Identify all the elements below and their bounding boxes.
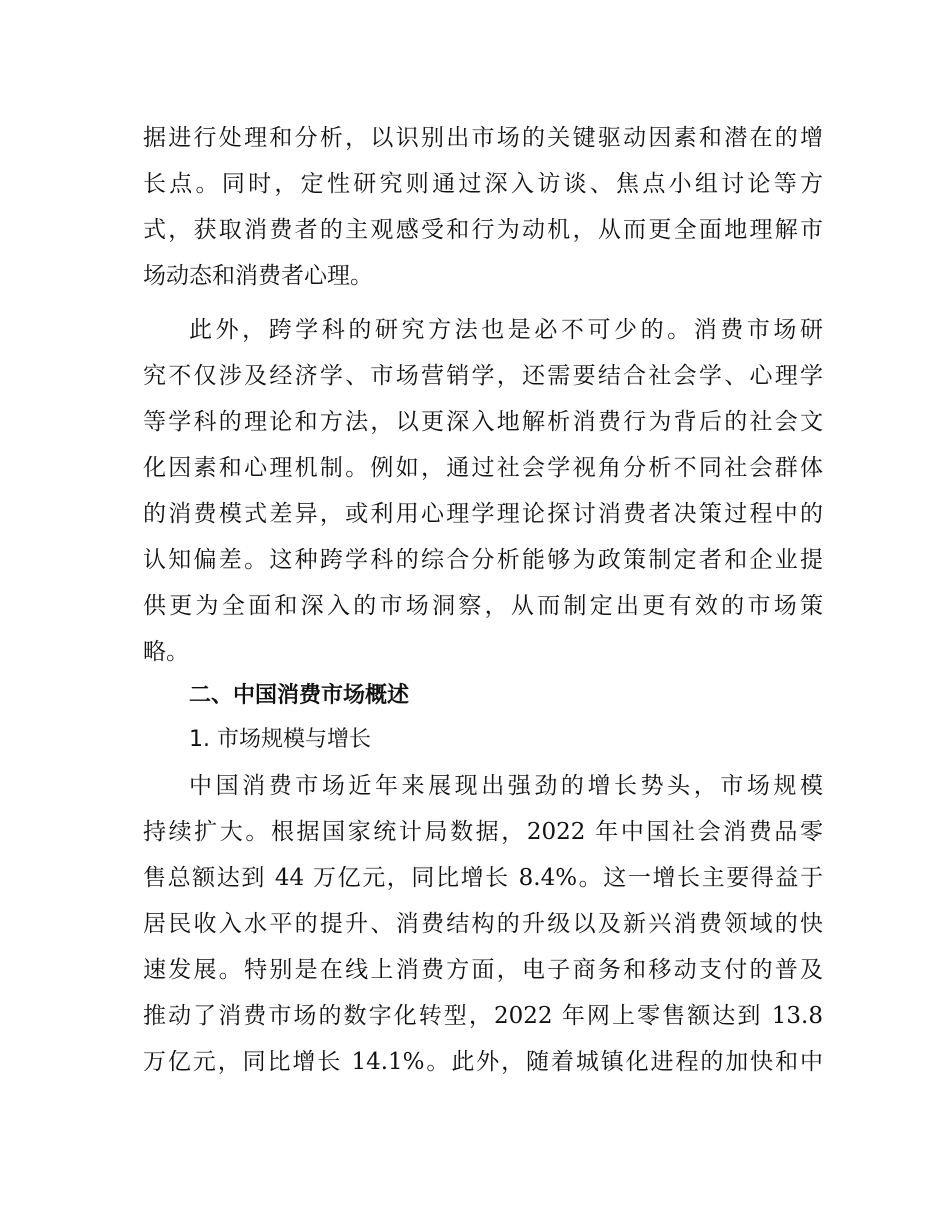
paragraph-3-line-4: 居民收入水平的提升、消费结构的升级以及新兴消费领域的快 — [143, 911, 823, 937]
paragraph-3-line-7: 万亿元，同比增长 14.1%。此外，随着城镇化进程的加快和中 — [143, 1049, 823, 1075]
paragraph-3-line-2: 持续扩大。根据国家统计局数据，2022 年中国社会消费品零 — [143, 819, 823, 845]
paragraph-3-line-3: 售总额达到 44 万亿元，同比增长 8.4%。这一增长主要得益于 — [143, 865, 823, 891]
paragraph-2-line-2: 究不仅涉及经济学、市场营销学，还需要结合社会学、心理学 — [143, 363, 823, 389]
paragraph-1-line-4: 场动态和消费者心理。 — [143, 263, 373, 289]
paragraph-1-line-1: 据进行处理和分析，以识别出市场的关键驱动因素和潜在的增 — [143, 125, 823, 151]
paragraph-2-line-6: 认知偏差。这种跨学科的综合分析能够为政策制定者和企业提 — [143, 547, 823, 573]
paragraph-3-line-6: 推动了消费市场的数字化转型，2022 年网上零售额达到 13.8 — [143, 1003, 823, 1029]
paragraph-1-line-3: 式，获取消费者的主观感受和行为动机，从而更全面地理解市 — [143, 217, 823, 243]
paragraph-2-line-1: 此外，跨学科的研究方法也是必不可少的。消费市场研 — [189, 317, 823, 343]
paragraph-3-line-5: 速发展。特别是在线上消费方面，电子商务和移动支付的普及 — [143, 957, 823, 983]
paragraph-2-line-8: 略。 — [143, 639, 189, 665]
subsection-heading: 1. 市场规模与增长 — [189, 727, 371, 752]
paragraph-2-line-3: 等学科的理论和方法，以更深入地解析消费行为背后的社会文 — [143, 409, 823, 435]
paragraph-3-line-1: 中国消费市场近年来展现出强劲的增长势头，市场规模 — [189, 773, 823, 799]
paragraph-1-line-2: 长点。同时，定性研究则通过深入访谈、焦点小组讨论等方 — [143, 171, 823, 197]
paragraph-2-line-7: 供更为全面和深入的市场洞察，从而制定出更有效的市场策 — [143, 593, 823, 619]
paragraph-2-line-4: 化因素和心理机制。例如，通过社会学视角分析不同社会群体 — [143, 455, 823, 481]
section-heading: 二、中国消费市场概述 — [189, 683, 410, 708]
paragraph-2-line-5: 的消费模式差异，或利用心理学理论探讨消费者决策过程中的 — [143, 501, 823, 527]
